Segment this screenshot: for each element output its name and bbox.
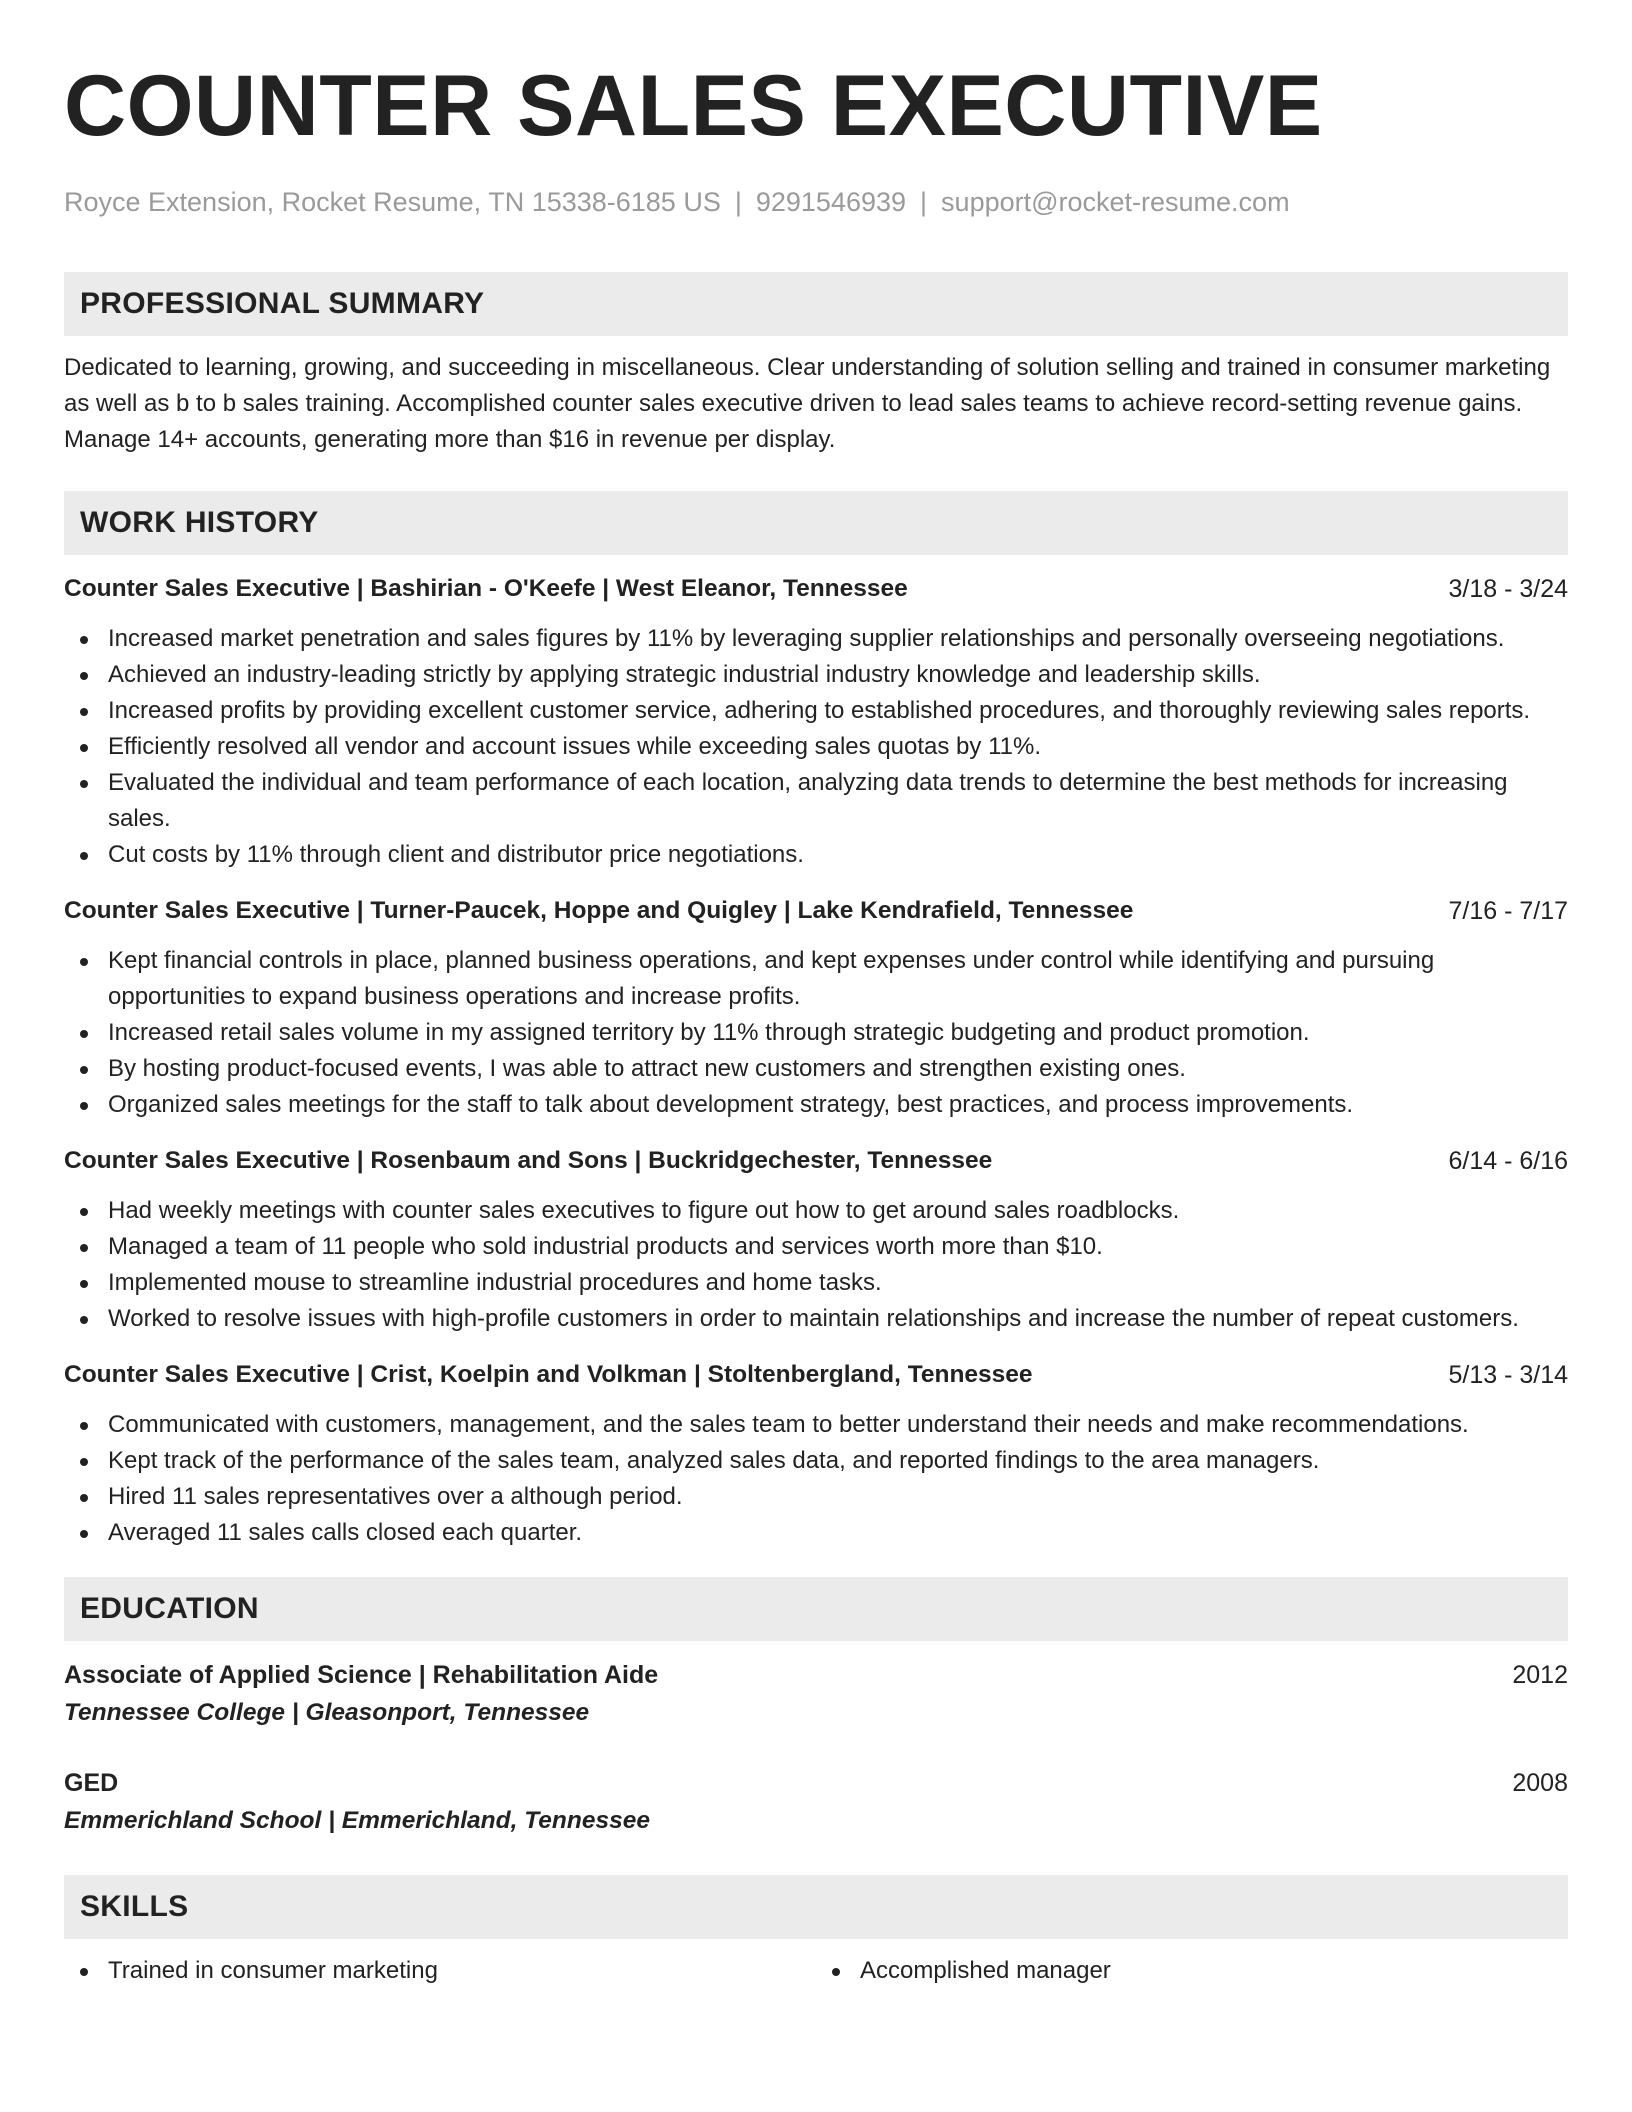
- job-bullet: Communicated with customers, management, and the sales team to better understand their needs and make recommendations.: [64, 1407, 1568, 1443]
- job-bullet: Achieved an industry-leading strictly by applying strategic industrial industry knowledge and leadership skills.: [64, 657, 1568, 693]
- job-bullet: Cut costs by 11% through client and distributor price negotiations.: [64, 837, 1568, 873]
- section-header-education: EDUCATION: [64, 1577, 1568, 1641]
- education-degree: Associate of Applied Science | Rehabilitation Aide: [64, 1661, 659, 1689]
- job-bullets: [64, 1407, 1568, 1551]
- job-entry: [64, 1357, 1568, 1551]
- education-header: [64, 1765, 1568, 1801]
- education-entry: [64, 1657, 1568, 1731]
- education-school: Emmerichland School | Emmerichland, Tennessee: [64, 1807, 650, 1834]
- job-entry: [64, 1143, 1568, 1337]
- resume-name: COUNTER SALES EXECUTIVE: [64, 58, 1323, 154]
- section-header-work-history: WORK HISTORY: [64, 491, 1568, 555]
- job-bullet: Had weekly meetings with counter sales executives to figure out how to get around sales roadblocks.: [64, 1193, 1568, 1229]
- contact-phone: 9291546939: [755, 187, 907, 217]
- contact-separator: |: [734, 187, 742, 217]
- job-dates: 6/14 - 6/16: [1448, 1147, 1568, 1175]
- education-entry: [64, 1765, 1568, 1839]
- job-dates: 7/16 - 7/17: [1448, 897, 1568, 925]
- skill-item: Trained in consumer marketing: [64, 1953, 816, 1989]
- job-header: [64, 1143, 1568, 1179]
- education-year: 2012: [1512, 1661, 1568, 1689]
- job-entry: [64, 571, 1568, 873]
- job-bullet: By hosting product-focused events, I was able to attract new customers and strengthen existing ones.: [64, 1051, 1568, 1087]
- job-title: Counter Sales Executive | Crist, Koelpin and Volkman | Stoltenbergland, Tennessee: [64, 1361, 1033, 1388]
- job-title: Counter Sales Executive | Bashirian - O'Keefe | West Eleanor, Tennessee: [64, 575, 908, 602]
- job-bullet: Increased profits by providing excellent customer service, adhering to established procedures, and thoroughly reviewing sales reports.: [64, 693, 1568, 729]
- skills-column-right: [816, 1953, 1568, 1989]
- contact-separator: |: [920, 187, 928, 217]
- job-bullet: Hired 11 sales representatives over a although period.: [64, 1479, 1568, 1515]
- job-header: [64, 571, 1568, 607]
- job-bullet: Kept financial controls in place, planned business operations, and kept expenses under control while identifying and pursuing opportunities to expand business operations and increase profits.: [64, 943, 1568, 1015]
- job-header: [64, 1357, 1568, 1393]
- contact-line: [64, 184, 1568, 220]
- job-dates: 5/13 - 3/14: [1448, 1361, 1568, 1389]
- skills-list: [64, 1953, 1568, 1989]
- summary-text: Dedicated to learning, growing, and succeeding in miscellaneous. Clear understanding of solution selling and trained in consumer marketing as well as b to b sales training. Accomplished counter sales executive driven to lead sales teams to achieve record-setting revenue gains. Manage 14+ accounts, generating more than $16 in revenue per display.: [64, 354, 1551, 453]
- education-school: Tennessee College | Gleasonport, Tennessee: [64, 1699, 590, 1726]
- job-bullet: Evaluated the individual and team performance of each location, analyzing data trends to determine the best methods for increasing sales.: [64, 765, 1568, 837]
- job-bullet: Organized sales meetings for the staff to talk about development strategy, best practices, and process improvements.: [64, 1087, 1568, 1123]
- job-bullet: Increased market penetration and sales figures by 11% by leveraging supplier relationships and personally overseeing negotiations.: [64, 621, 1568, 657]
- education-header: [64, 1657, 1568, 1693]
- education-degree: GED: [64, 1769, 119, 1797]
- skill-item: Accomplished manager: [816, 1953, 1568, 1989]
- job-dates: 3/18 - 3/24: [1448, 575, 1568, 603]
- job-bullets: [64, 943, 1568, 1123]
- skills-column-left: [64, 1953, 816, 1989]
- job-bullet: Efficiently resolved all vendor and account issues while exceeding sales quotas by 11%.: [64, 729, 1568, 765]
- section-header-summary: PROFESSIONAL SUMMARY: [64, 272, 1568, 336]
- job-bullet: Increased retail sales volume in my assigned territory by 11% through strategic budgeting and product promotion.: [64, 1015, 1568, 1051]
- job-entry: [64, 893, 1568, 1123]
- contact-address: Royce Extension, Rocket Resume, TN 15338-6185 US: [64, 187, 721, 217]
- job-bullet: Implemented mouse to streamline industrial procedures and home tasks.: [64, 1265, 1568, 1301]
- job-title: Counter Sales Executive | Rosenbaum and Sons | Buckridgechester, Tennessee: [64, 1147, 993, 1174]
- job-bullet: Averaged 11 sales calls closed each quarter.: [64, 1515, 1568, 1551]
- job-bullets: [64, 1193, 1568, 1337]
- skills-bullets: [64, 1953, 816, 1989]
- skills-bullets: [816, 1953, 1568, 1989]
- job-bullets: [64, 621, 1568, 873]
- job-title: Counter Sales Executive | Turner-Paucek, Hoppe and Quigley | Lake Kendrafield, Tennessee: [64, 897, 1134, 924]
- job-bullet: Worked to resolve issues with high-profile customers in order to maintain relationships and increase the number of repeat customers.: [64, 1301, 1568, 1337]
- job-bullet: Managed a team of 11 people who sold industrial products and services worth more than $10.: [64, 1229, 1568, 1265]
- contact-email: support@rocket-resume.com: [941, 187, 1290, 217]
- section-header-skills: SKILLS: [64, 1875, 1568, 1939]
- job-bullet: Kept track of the performance of the sales team, analyzed sales data, and reported findings to the area managers.: [64, 1443, 1568, 1479]
- job-header: [64, 893, 1568, 929]
- education-year: 2008: [1512, 1769, 1568, 1797]
